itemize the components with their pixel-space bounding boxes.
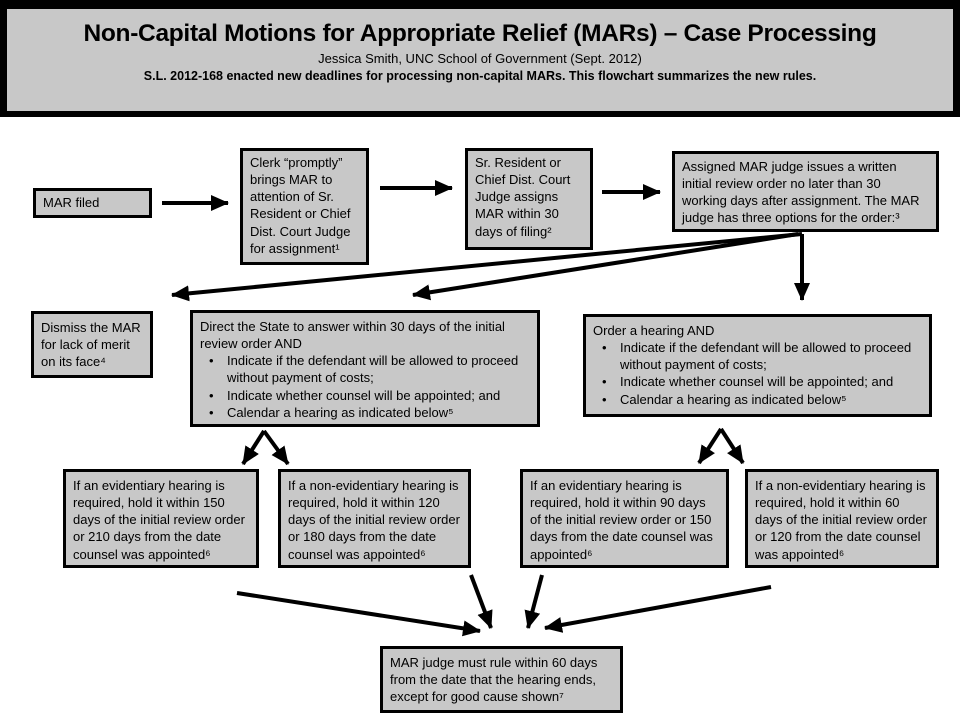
page-subtitle: Jessica Smith, UNC School of Government (Sept. 2012) bbox=[318, 51, 642, 66]
arrow-order-to-nonevid60 bbox=[721, 429, 743, 463]
node-nonevidentiary-120 bbox=[278, 469, 471, 568]
node-clerk-text: Clerk “promptly” brings MAR to attention of Sr. Resident or Chief Dist. Court Judge for assignment¹ bbox=[250, 155, 351, 256]
node-nonevidentiary-120-text: If a non-evidentiary hearing is required, hold it within 120 days of the initial review order or 180 days from the date counsel was appointed⁶ bbox=[288, 478, 460, 562]
arrow-direct-to-nonevid120 bbox=[264, 431, 288, 464]
node-dismiss bbox=[31, 311, 153, 378]
node-mar-filed-text: MAR filed bbox=[43, 195, 100, 211]
node-mar-filed bbox=[33, 188, 152, 218]
bullet-item: • Indicate whether counsel will be appointed; and bbox=[200, 387, 530, 404]
node-direct-state bbox=[190, 310, 540, 427]
arrow-evid90-to-ruling bbox=[528, 575, 542, 628]
bullet-item: • Indicate if the defendant will be allowed to proceed without payment of costs; bbox=[593, 339, 922, 373]
header-banner bbox=[0, 0, 960, 117]
node-ruling-text: MAR judge must rule within 60 days from the date that the hearing ends, except for good cause shown⁷ bbox=[390, 655, 598, 705]
arrow-order-to-evid90 bbox=[699, 429, 721, 463]
arrow-nonevid60-to-ruling bbox=[545, 587, 771, 628]
arrow-evid150-to-ruling bbox=[237, 593, 480, 631]
node-initial-review-text: Assigned MAR judge issues a written initial review order no later than 30 working days after assignment. The MAR judge has three options for the order:³ bbox=[682, 159, 920, 226]
node-evidentiary-90-text: If an evidentiary hearing is required, hold it within 90 days of the initial review order or 150 days from the date counsel was appointed⁶ bbox=[530, 478, 713, 562]
page-note: S.L. 2012-168 enacted new deadlines for processing non-capital MARs. This flowchart summarizes the new rules. bbox=[143, 69, 817, 83]
node-order-hearing-heading: Order a hearing AND bbox=[593, 323, 715, 338]
node-order-hearing bbox=[583, 314, 932, 417]
node-nonevidentiary-60-text: If a non-evidentiary hearing is required, hold it within 60 days of the initial review order or 120 from the date counsel was appointed⁶ bbox=[755, 478, 927, 562]
node-evidentiary-150-text: If an evidentiary hearing is required, hold it within 150 days of the initial review order or 210 days from the date counsel was appointed⁶ bbox=[73, 478, 245, 562]
node-initial-review bbox=[672, 151, 939, 232]
node-clerk bbox=[240, 148, 369, 265]
bullet-item: • Calendar a hearing as indicated below⁵ bbox=[200, 404, 530, 421]
node-evidentiary-150 bbox=[63, 469, 259, 568]
node-assign bbox=[465, 148, 593, 250]
bullet-item: • Indicate whether counsel will be appointed; and bbox=[593, 373, 922, 390]
bullet-item: • Indicate if the defendant will be allowed to proceed without payment of costs; bbox=[200, 352, 530, 386]
node-ruling bbox=[380, 646, 623, 713]
node-direct-state-bullets bbox=[200, 352, 530, 421]
node-nonevidentiary-60 bbox=[745, 469, 939, 568]
arrow-direct-to-evid150 bbox=[243, 431, 264, 464]
bullet-item: • Calendar a hearing as indicated below⁵ bbox=[593, 391, 922, 408]
node-direct-state-heading: Direct the State to answer within 30 days of the initial review order AND bbox=[200, 319, 505, 352]
node-dismiss-text: Dismiss the MAR for lack of merit on its face⁴ bbox=[41, 320, 141, 370]
arrow-nonevid120-to-ruling bbox=[471, 575, 491, 628]
page-title: Non-Capital Motions for Appropriate Relief (MARs) – Case Processing bbox=[83, 20, 877, 47]
node-assign-text: Sr. Resident or Chief Dist. Court Judge assigns MAR within 30 days of filing² bbox=[475, 155, 571, 239]
node-order-hearing-bullets bbox=[593, 339, 922, 408]
node-evidentiary-90 bbox=[520, 469, 729, 568]
